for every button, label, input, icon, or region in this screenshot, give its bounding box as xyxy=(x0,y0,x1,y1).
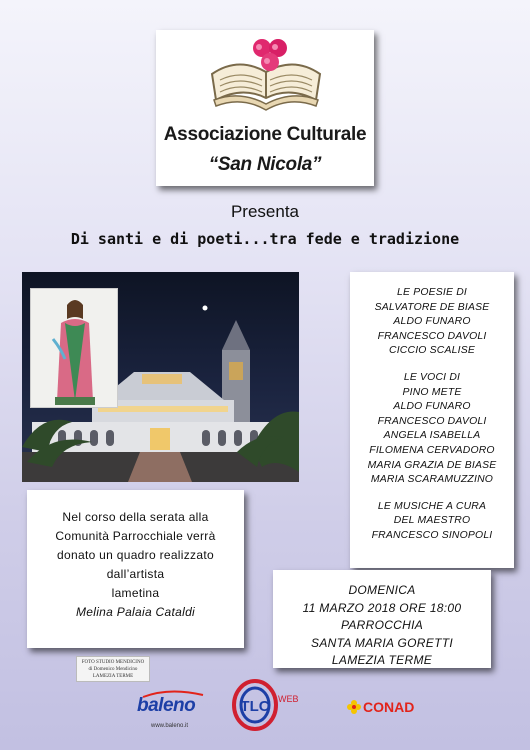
artist-name: Melina Palaia Cataldi xyxy=(75,605,196,619)
sponsor-conad xyxy=(347,699,414,715)
presenta-heading: Presenta xyxy=(230,202,300,221)
studio-credit-line: FOTO STUDIO MENDICINO xyxy=(81,660,145,665)
voices-line: ANGELA ISABELLA xyxy=(383,430,481,442)
association-logo xyxy=(156,30,374,186)
spacer xyxy=(350,488,514,500)
donation-line: dall’artista xyxy=(106,567,165,581)
association-name: Associazione Culturale xyxy=(163,124,367,145)
baleno-logo-text: baleno xyxy=(137,695,196,716)
poets-line: SALVATORE DE BIASE xyxy=(374,301,490,313)
svg-text:TLC: TLC xyxy=(240,698,270,715)
poets-line: ALDO FUNARO xyxy=(393,316,471,328)
music-line: DEL MAESTRO xyxy=(393,515,471,527)
voices-line: MARIA GRAZIA DE BIASE xyxy=(367,459,497,471)
donation-line: lametina xyxy=(111,586,160,600)
poets-line: CICCIO SCALISE xyxy=(389,345,475,357)
event-venue-type: PARROCCHIA xyxy=(340,618,424,632)
church-photo xyxy=(22,272,299,482)
donation-line: Comunità Parrocchiale verrà xyxy=(55,529,216,543)
poets-line: FRANCESCO DAVOLI xyxy=(377,330,487,342)
donation-notice-box xyxy=(27,490,244,648)
conad-flower-icon xyxy=(347,700,361,714)
event-date-time: 11 MARZO 2018 ORE 18:00 xyxy=(302,600,462,615)
studio-credit-line: di Domenico Mendicino xyxy=(88,667,138,672)
event-details-box xyxy=(273,570,491,668)
voices-line: MARIA SCARAMUZZINO xyxy=(370,474,494,486)
voices-line: FRANCESCO DAVOLI xyxy=(377,415,487,427)
saint-statue-image xyxy=(30,288,118,408)
sponsor-tlc xyxy=(230,678,299,736)
poets-line: LE POESIE DI xyxy=(397,287,467,298)
donation-line: Nel corso della serata alla xyxy=(62,510,209,524)
event-venue-name: SANTA MARIA GORETTI xyxy=(311,635,453,650)
tlc-logo-icon xyxy=(230,678,280,732)
photo-studio-credit xyxy=(76,656,150,682)
voices-line: PINO METE xyxy=(402,386,462,398)
voices-line: FILOMENA CERVADORO xyxy=(369,444,495,456)
tlc-web-label: WEB xyxy=(278,694,299,704)
poets-voices-box xyxy=(350,272,514,568)
studio-credit-line: LAMEZIA TERME xyxy=(92,674,134,679)
event-day: DOMENICA xyxy=(348,583,416,597)
music-line: FRANCESCO SINOPOLI xyxy=(371,529,493,541)
conad-logo-text: CONAD xyxy=(363,699,415,715)
baleno-url: www.baleno.it xyxy=(151,723,189,729)
donation-line: donato un quadro realizzato xyxy=(57,548,214,562)
voices-line: LE VOCI DI xyxy=(403,371,461,383)
voices-line: ALDO FUNARO xyxy=(393,401,471,413)
spacer xyxy=(350,359,514,371)
music-line: LE MUSICHE A CURA xyxy=(377,500,487,512)
sponsor-baleno xyxy=(137,695,196,729)
open-book-icon xyxy=(204,34,328,118)
event-city: LAMEZIA TERME xyxy=(331,653,433,667)
association-subname: “San Nicola” xyxy=(208,154,322,175)
event-title: Di santi e di poeti...tra fede e tradizione xyxy=(70,230,460,248)
